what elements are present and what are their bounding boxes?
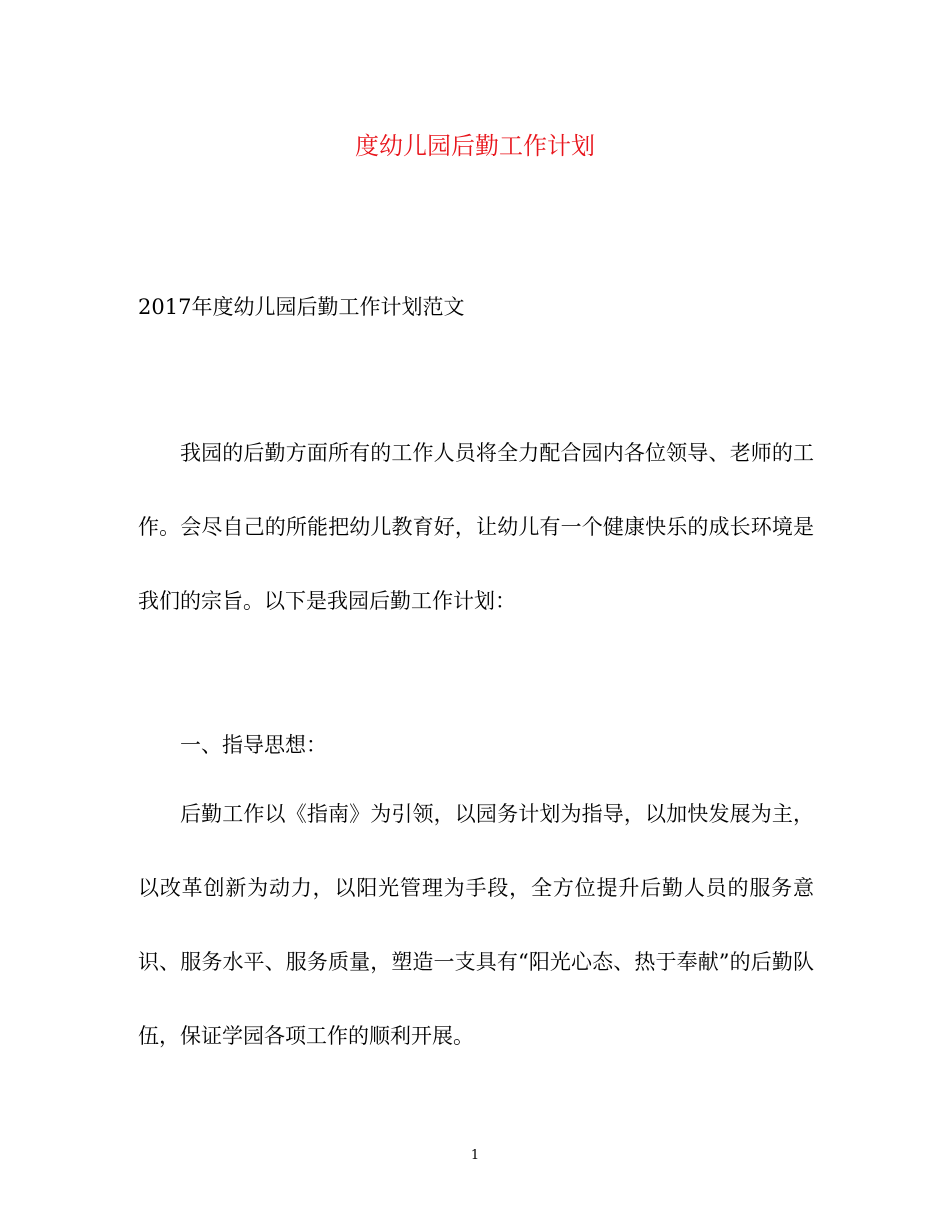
section-body-guiding-thought: 后勤工作以《指南》为引领，以园务计划为指导，以加快发展为主，以改革创新为动力，以阳光管理为手段，全方位提升后勤人员的服务意识、服务水平、服务质量，塑造一支具有“阳光心态、热于奉献”的后勤队伍，保证学园各项工作的顺利开展。: [138, 802, 814, 1048]
section-heading-guiding-thought: 一、指导思想：: [180, 733, 327, 757]
document-title: 度幼儿园后勤工作计划: [355, 132, 595, 160]
document-subtitle: 2017年度幼儿园后勤工作计划范文: [138, 295, 465, 319]
intro-paragraph: 我园的后勤方面所有的工作人员将全力配合园内各位领导、老师的工作。会尽自己的所能把幼儿教育好，让幼儿有一个健康快乐的成长环境是我们的宗旨。以下是我园后勤工作计划：: [138, 441, 814, 613]
page-number: 1: [470, 1148, 480, 1163]
